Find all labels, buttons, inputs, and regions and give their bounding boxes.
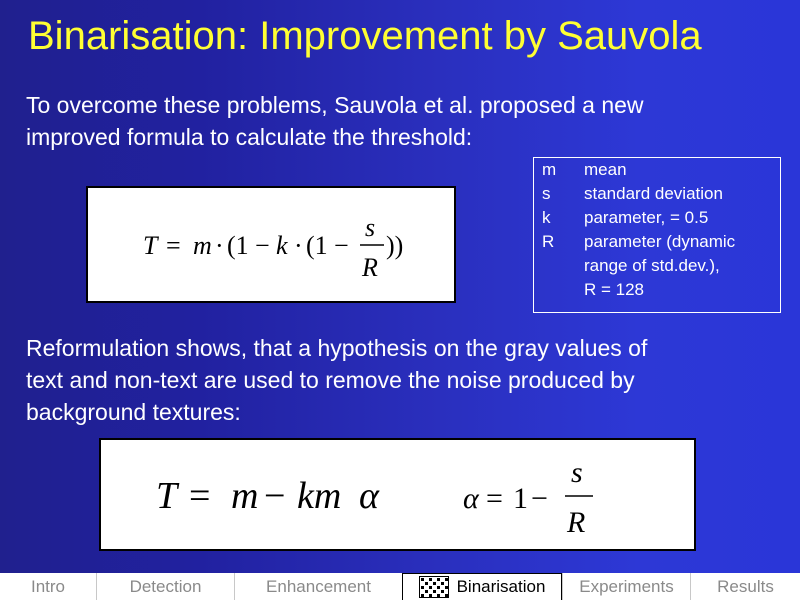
legend-row: [534, 278, 780, 302]
nav-tab-detection[interactable]: [96, 573, 234, 600]
grid-icon: [419, 576, 449, 598]
legend-symbol: k: [542, 208, 551, 227]
intro-line-2: improved formula to calculate the threshold:: [26, 124, 473, 150]
formula1-T: T: [143, 231, 158, 260]
reform-line-1: Reformulation shows, that a hypothesis on the gray values of: [26, 335, 648, 361]
nav-tab-results[interactable]: [690, 573, 800, 600]
reformulation-paragraph: [26, 332, 776, 428]
nav-tab-enhancement[interactable]: [234, 573, 402, 600]
reform-line-3: background textures:: [26, 399, 241, 425]
legend-row: [534, 158, 780, 182]
reformulated-formula-box: [99, 438, 696, 551]
nav-tab-label: Intro: [30, 576, 66, 596]
formula1-eq: =: [166, 231, 181, 260]
legend-description: parameter (dynamic: [584, 232, 736, 251]
nav-tab-label: Enhancement: [266, 576, 371, 596]
legend-description: standard deviation: [584, 184, 723, 203]
nav-tab-label: Binarisation: [456, 577, 546, 596]
formula2-minus: −: [264, 475, 286, 517]
nav-tab-intro[interactable]: [0, 573, 96, 600]
formula1-numerator: s: [365, 213, 376, 242]
legend-row: [534, 230, 780, 254]
intro-paragraph: [26, 89, 776, 153]
sauvola-formula-box: [86, 186, 456, 303]
formula1-dot2: ·: [294, 231, 303, 260]
legend-description: parameter, = 0.5: [584, 208, 709, 227]
formula2-denominator: R: [567, 506, 586, 539]
formula2-alpha-def: α: [463, 482, 479, 515]
formula2-one: 1: [513, 482, 528, 515]
slide-title: Binarisation: Improvement by Sauvola: [28, 14, 702, 58]
formula2-minus2: −: [531, 482, 548, 515]
legend-row: [534, 206, 780, 230]
formula2-eq: =: [189, 475, 211, 517]
formula2-alpha: α: [359, 475, 379, 517]
legend-rows: [534, 158, 780, 302]
formula1-open2: (1: [306, 231, 328, 260]
formula2-numerator: s: [571, 456, 583, 489]
nav-tab-label: Experiments: [579, 576, 674, 596]
legend-row: [534, 182, 780, 206]
legend-description: mean: [584, 160, 627, 179]
nav-tab-label: Detection: [129, 576, 202, 596]
legend-symbol: [534, 254, 584, 278]
reformulated-formula: [101, 440, 694, 549]
sauvola-formula: [88, 188, 454, 301]
nav-tab-label: Results: [717, 576, 774, 596]
nav-tab-binarisation[interactable]: [402, 573, 562, 600]
legend-symbol: m: [542, 160, 557, 179]
formula2-km: km: [297, 475, 342, 517]
formula2-eq2: =: [486, 482, 503, 515]
reform-line-2: text and non-text are used to remove the noise produced by: [26, 367, 635, 393]
legend-symbol: R: [542, 232, 555, 251]
section-navigation-bar: [0, 573, 800, 600]
formula1-k: k: [276, 231, 288, 260]
formula1-denominator: R: [362, 253, 378, 282]
formula2-m: m: [231, 475, 259, 517]
legend-symbol: [534, 278, 584, 302]
formula1-minus1: −: [255, 231, 270, 260]
formula1-open1: (1: [227, 231, 249, 260]
formula1-close: )): [386, 231, 404, 260]
intro-line-1: To overcome these problems, Sauvola et al. proposed a new: [26, 92, 644, 118]
legend-description: range of std.dev.),: [584, 256, 720, 275]
legend-description: R = 128: [584, 280, 645, 299]
formula1-dot1: ·: [215, 231, 224, 260]
nav-tab-experiments[interactable]: [562, 573, 690, 600]
formula1-minus2: −: [334, 231, 349, 260]
formula2-T: T: [156, 475, 178, 517]
formula1-m: m: [193, 231, 212, 260]
legend-symbol: s: [542, 184, 551, 203]
legend-row: [534, 254, 780, 278]
variable-legend: [533, 157, 781, 313]
